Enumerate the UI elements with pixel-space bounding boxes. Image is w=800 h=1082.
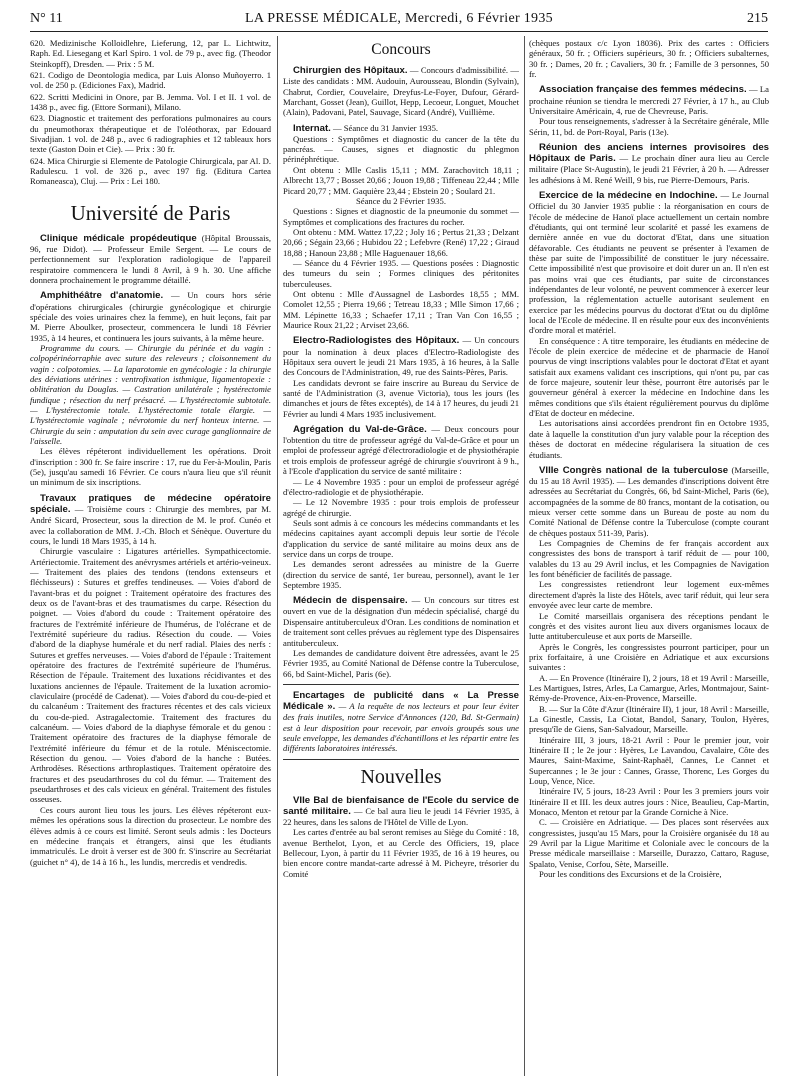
excursion-item: Itinéraire III, 3 jours, 18-21 Avril : Pour le premier jour, voir Itinéraire II ; le 2e jour : Hyères, Le Lavandou, Cavalaire, Côte des Maures, Saint-Maxime, Saint-Raphaël, Cannes, Le Cannet et Supercannes ; le 3e jour : Cannes, Grasse, Thorenc, Les Gorges du Loup, Vence, Nice. xyxy=(529,734,769,787)
journal-title: LA PRESSE MÉDICALE, Mercredi, 6 Février 1935 xyxy=(245,11,553,26)
reunion-text: — Le prochain dîner aura lieu au Cercle militaire (Place St-Augustin), le jeudi 21 Février, à 20 h. — Adresser les adhésions à M. René Weill, 9 bis, rue Pierre-Demours, Paris. xyxy=(529,153,769,185)
amphitheatre-text: — Un cours hors série d'opérations chirurgicales (chirurgie gynécologique et chirurgie spéciale des voies urinaires chez la femme), en huit leçons, fait par M. Pierre Aboulker, prosecteur, commencera le lundi 18 Février 1935, à 14 heures, et continuera les jours suivants, à la même heure. xyxy=(30,290,271,343)
association-text: — La prochaine réunion se tiendra le mercredi 27 Février, à 17 h., au Club Universitaire Américain, 4, rue de Chevreuse, Paris. xyxy=(529,84,769,116)
bal-continuation: (chèques postaux c/c Lyon 18036). Prix des cartes : Officiers généraux, 50 fr. ; Officiers supérieurs, 30 fr. ; Officiers subalternes, 30 fr. ; Dames, 20 fr. ; Cavaliers, 30 fr. ; Famille de 3 personnes, 50 fr. xyxy=(529,38,769,80)
internat-results-1: Ont obtenu : Mlle Caslis 15,11 ; MM. Zarachovitch 18,11 ; Albrecht 13,77 ; Bosset 20,66 ; Jouon 19,88 ; Tiffeneau 22,44 ; Mlle Picard 20,77 ; MM. Gaquière 23,44 ; Ebstein 20 ; Soulard 21. xyxy=(283,164,519,196)
electro-text: — Un concours pour la nomination à deux places d'Electro-Radiologiste des Hôpitaux sera ouvert le jeudi 21 Mars 1935, à 16 heures, à la Salle des Concours de l'Administration, 49, rue des Saints-Pères, Paris. xyxy=(283,335,519,378)
internat-questions-1: Questions : Symptômes et diagnostic du cancer de la tête du pancréas. — Causes, signes et diagnostic du phlegmon périnéphrétique. xyxy=(283,133,519,165)
column-divider-2 xyxy=(524,36,525,1076)
internat-questions-2: Questions : Signes et diagnostic de la pneumonie du sommet — Symptômes et complications des fractures du rocher. xyxy=(283,206,519,227)
excursion-item: C. — Croisière en Adriatique. — Des places sont réservées aux congressistes, jusqu'au 15 Mars, pour la Croisière organisée du 18 au 29 Avril par la Ligue Maritime et Coloniale avec le concours de la Presse médicale marseillaise : Marseille, Durazzo, Cattaro, Raguse, Spalato, Venise, Corfou, Sète, Marseille. xyxy=(529,817,769,869)
internat-seance-1: — Séance du 31 Janvier 1935. xyxy=(333,122,439,133)
travaux-heading: Travaux pratiques de médecine opératoire spéciale. xyxy=(30,492,271,515)
bal-text: — Ce bal aura lieu le jeudi 14 Février 1935, à 22 heures, dans les salons de l'Hôtel de Ville de Lyon. xyxy=(283,805,519,828)
biblio-entry: 622. Scritti Medicini in Onore, par B. Jemma. Vol. I et II. 1 vol. de 1438 p., avec fig. (Ettore Sormani), Milano. xyxy=(30,91,271,113)
clinique-text: (Hôpital Broussais, 96, rue Didot). — Professeur Emile Sergent. — Le cours de perfectionnement sur l'exploration radiologique de l'appareil respiratoire commencera le lundi 8 Avril, à 9 h. 30. Une affiche donnera prochainement le programme détaillé. xyxy=(30,232,271,286)
travaux-text: — Troisième cours : Chirurgie des membres, par M. André Sicard, Prosecteur, sous la direction de M. le prof. Cunéo et avec la collaboration de MM. J.-Ch. Bloch et Sénèque. Ouverture du cours, le lundi 18 Mars 1935, à 14 h. xyxy=(30,503,271,546)
agregation-item: — Le 12 Novembre 1935 : pour trois emplois de professeur agrégé de chirurgie. xyxy=(283,497,519,518)
indochine-paragraph: Les autorisations ainsi accordées prendront fin en Octobre 1935, date à laquelle la constitution d'un jury valable pour la réception des thèses de doctorat en médecine régularisera la situation de ces étudiants. xyxy=(529,418,769,460)
amphitheatre-heading: Amphithéâtre d'anatomie. xyxy=(40,290,164,302)
amphitheatre-end: Les élèves répéteront individuellement les opérations. Droit d'inscription : 300 fr. Se faire inscrire : 17, rue du Fer-à-Moulin, Paris (5e), jusqu'au samedi 16 Février. Ce cours n'aura lieu que s'il réunit un minimum de six inscriptions. xyxy=(30,446,271,488)
congres-paragraph: Les congressistes retiendront leur logement eux-mêmes directement d'après la liste des Hôtels, avec tarif réduit, qui leur sera envoyée avec leur carte de membre. xyxy=(529,579,769,611)
bibliography-list xyxy=(30,38,271,187)
agregation-item: Les demandes seront adressées au ministre de la Guerre (direction du service de santé, 1er bureau, personnel), avant le 1er Septembre 1935. xyxy=(283,559,519,590)
travaux-body: Chirurgie vasculaire : Ligatures artérielles. Sympathicectomie. Artériectomie. Traitement des anévrysmes artériels et artério-veineux. — Traitement des plaies des tendons (tendons extenseurs et fléchisseurs) : Sutures et greffes tendineuses. — Voies d'abord de l'avant-bras et du poignet : Traitement opératoire des fractures des deux os de l'avant-bras et des traumatismes du carpe. Résection du poignet. — Voies d'abord du coude : Traitement opératoire des fractures de l'extrémité inférieure de l'humérus, de l'olécrane et de l'extrémité supérieure du radius. Résection du coude. — Voies d'abord de la diaphyse humérale et du nerf radial. Plaies des nerfs : Sutures et greffes nerveuses. — Voies d'abord de l'épaule : Traitement opératoire des fractures de l'extrémité supérieure de l'humérus. Résection de l'épaule. Traitement des luxations récidivantes et des luxations anciennes de l'épaule. Traitement de la luxation acromio-claviculaire (procédé de Cadenat). — Voies d'abord du cou-de-pied et du calcanéum : Traitement des fractures récentes et des cals vicieux du cou-de-pied. Astragalectomie. Traitement des fractures du calcanéum. — Voies d'abord de la diaphyse fémorale et du genou : Traitement opératoire des fractures de la diaphyse fémorale de l'extrémité inférieure du fémur et de la rotule. Méniscectomie. Résection du genou. — Voies d'abord de la hanche : Butées. Arthrodèses. Résections arthroplastiques. Traitement opératoire des fractures et des pseudarthroses du col du fémur. — Traitement des pseudarthroses et des cals vicieux en général. Traitement des fistules osseuses. xyxy=(30,546,271,805)
page-number: 215 xyxy=(747,11,768,26)
congres-paragraph: Les Compagnies de Chemins de fer français accordent aux congressistes des bons de transport à tarif réduit de — pour 100, valables du 13 au 29 Avril inclus, et les Compagnies de Navigation les font bénéficier de facilités de passage. xyxy=(529,538,769,580)
page-header xyxy=(30,10,768,28)
congres-paragraph: Le Comité marseillais organisera des réceptions pendant le congrès et des visites auront lieu aux divers organismes locaux de lutte antituberculeuse et aux ports de Marseille. xyxy=(529,610,769,642)
separator-rule xyxy=(283,684,519,685)
indochine-text: — Le Journal Officiel du 30 Janvier 1935 publie : la réorganisation en cours de l'école de médecine de Hanoï place actuellement un certain nombre d'étudiants, qui ont terminé leur scolarité et passé les examens de dernière année en vue du doctorat d'Etat, dans une situation défavorable. Ces étudiants ne peuvent se présenter à l'examen de thèse par suite de l'impossibilité de constituer le jury nécessaire. Cette impossibilité n'est que provisoire et doit durer un an. Il n'en est pas moins vrai que ces étudiants, par suite de circonstances indépendantes de leur volonté, ne peuvent commencer à exercer leur profession, la réglementation actuelle autorisant seulement en exercice par les médecins pourvus du doctorat d'Etat ou du diplôme local de l'Ecole de médecine. Il en résulte pour eux des inconvénients d'ordre moral et matériel. xyxy=(529,190,769,336)
column-3 xyxy=(529,38,769,1074)
agregation-item: Seuls sont admis à ce concours les médecins commandants et les médecins capitaines ayant accompli depuis leur sortie de l'école d'application du service de santé militaire au moins deux ans de service dans un corps de troupe. xyxy=(283,517,519,559)
dispensaire-heading: Médecin de dispensaire. xyxy=(293,595,408,607)
excursion-item: Itinéraire IV, 5 jours, 18-23 Avril : Pour les 3 premiers jours voir Itinéraire II et III. les deux autres jours : Nice, Beaulieu, Cap-Martin, Monaco, Menton et retour par la Grande Corniche à Nice. xyxy=(529,786,769,818)
dispensaire-end: Les demandes de candidature doivent être adressées, avant le 25 Février 1935, au Comité National de Défense contre la Tuberculose, 66, bd Saint-Michel, Paris (6e). xyxy=(283,647,519,679)
indochine-paragraph: En conséquence : A titre temporaire, les étudiants en médecine de l'école de plein exercice de médecine et de pharmacie de Hanoï pourvus de vingt inscriptions valables pour le doctorat d'Etat et ayant satisfait aux examens validant ces inscriptions, qui n'ont pu, par cas de force majeure, soutenir leur thèse, pourront être autorisés par le gouverneur général à exercer la médecine en Indochine dans les mêmes conditions que s'ils étaient régulièrement pourvus du diplôme d'Etat de docteur en médecine. xyxy=(529,335,769,419)
bal-heading: VIIe Bal de bienfaisance de l'Ecole du service de santé militaire. xyxy=(283,794,519,817)
internat-seance-3: — Séance du 4 Février 1935. — Questions posées : Diagnostic des tumeurs du sein ; Formes cliniques des péritonites tuberculeuses. xyxy=(283,257,519,289)
internat-heading: Internat. xyxy=(293,122,331,134)
section-title-concours: Concours xyxy=(371,41,431,58)
clinique-heading: Clinique médicale propédeutique xyxy=(40,232,197,244)
electro-end: Les candidats devront se faire inscrire au Bureau du Service de santé de l'Administration (3, avenue Victoria), tous les jours (les dimanches et jours de fêtes exceptés), de 14 à 17 heures, du jeudi 21 Février au lundi 4 Mars 1935 inclusivement. xyxy=(283,377,519,419)
excursion-end: Pour les conditions des Excursions et de la Croisière, xyxy=(539,869,722,880)
biblio-entry: 620. Medizinische Kolloidlehre, Lieferung, 12, par L. Lichtwitz, Raph. Ed. Liesegang et Karl Spiro. 1 vol. de 79 p., avec fig. (Theodor Steinkopff), Dresden. — Prix : 5 M. xyxy=(30,38,271,69)
congres-paragraph: Après le Congrès, les congressistes pourront participer, pour un prix forfaitaire, à une Croisière en Adriatique et aux excursions suivantes : xyxy=(529,641,769,673)
header-rule xyxy=(30,31,768,32)
agregation-item: — Le 4 Novembre 1935 : pour un emploi de professeur agrégé d'électro-radiologie et de physiothérapie. xyxy=(283,476,519,497)
section-title-nouvelles: Nouvelles xyxy=(360,765,442,788)
agregation-heading: Agrégation du Val-de-Grâce. xyxy=(293,423,427,435)
excursion-item: A. — En Provence (Itinéraire I), 2 jours, 18 et 19 Avril : Marseille, Les Martigues, Istres, Arles, La Camargue, Arles, Montmajour, Saint-Rémy-de-Provence, Aix-en-Provence, Marseille. xyxy=(529,672,769,704)
column-divider-1 xyxy=(277,36,278,1076)
section-title-universite: Université de Paris xyxy=(70,200,231,225)
biblio-entry: 624. Mica Chirurgie si Elemente de Patologie Chirurgicala, par Al. D. Radulescu. 1 vol. de 326 p., avec 197 fig. (Editura Cartea Romaneasca), Cluj. — Prix : Lei 180. xyxy=(30,155,271,187)
encartages-heading: Encartages de publicité dans « La Presse Médicale ». xyxy=(283,689,519,713)
bal-end: Les cartes d'entrée au bal seront remises au Siège du Comité : 18, avenue Berthelot, Lyon, et au Cercle des Officiers, 19, place Bellecour, Lyon, à partir du 11 Février 1935, de 16 à 19 heures, ou bien encore contre mandat-carte adressé à M. Picheyre, trésorier du Comité xyxy=(283,827,519,879)
internat-results-3: Ont obtenu : Mlle d'Aussagnel de Lasbordes 18,55 ; MM. Comolet 12,55 ; Pierra 19,66 ; Tetreau 18,33 ; Mlle Simon 17,66 ; MM. Lépinette 16,33 ; Schaefer 17,11 ; Tran Van Con 16,55 ; Maurice Roux 21,22 ; Arviset 23,66. xyxy=(283,288,519,330)
internat-results-2: Ont obtenu : MM. Wattez 17,22 ; Joly 16 ; Pertus 21,33 ; Delzant 20,66 ; Ségain 23,66 ; Hubidou 22 ; Lefebvre (René) 17,22 ; Giraud 18,88 ; Hanoun 23,88 ; Mlle Haguenauer 18,66. xyxy=(283,226,519,258)
congres-heading: VIIIe Congrès national de la tuberculose xyxy=(539,464,729,476)
column-2 xyxy=(283,38,519,1074)
chirurgien-text: — Concours d'admissibilité. — Liste des candidats : MM. Audouin, Aurousseau, Blondin (Sylvain), Chabrut, Cordier, Couvelaire, Dreyfus-Le-Foyer, Dufour, Gérard-Marchant, Gosset (Jean), Guillot, Hepp, Lecoeur, Longuet, Mouchet (Alain), Padovani, Patel, Sauvage, Sicard (André), Vuillième. xyxy=(283,65,519,118)
biblio-entry: 623. Diagnostic et traitement des perforations pulmonaires au cours du pneumothorax thérapeutique et de l'oléothorax, par Edouard Sivadjian. 1 vol. de 248 p., avec 6 radiographies et 12 tableaux hors texte (Gaston Doin et Cie). — Prix : 30 fr. xyxy=(30,113,271,155)
programme-text: Programme du cours. — Chirurgie du périnée et du vagin : colpopérinéorraphie avec suture des releveurs ; cloisonnement du vagin : colpotomies. — La laparotomie en gynécologie : la chirurgie des déviations utérines : ventrofixation isthmique, ligamentopexie : oblitération du Douglas. — Castration unilatérale ; hystérectomie fundique ; résection du nerf présacré. — L'hystérectomie subtotale. — L'hystérectomie totale. L'hystérectomie totale élargie. — L'hystérectomie vaginale ; névrotomie du nerf honteux interne. — Chirurgie du sein : amputation du sein avec curage ganglionnaire de l'aisselle. xyxy=(30,342,271,447)
association-end: Pour tous renseignements, s'adresser à la Secrétaire générale, Mlle Sérin, 11, bd. de Port-Royal, Paris (13e). xyxy=(529,116,769,137)
chirurgien-heading: Chirurgien des Hôpitaux. xyxy=(293,65,408,76)
biblio-entry: 621. Codigo de Deontologia medica, par Luis Alonso Muñoyerro. 1 vol. de 250 p. (Ediciones Fax), Madrid. xyxy=(30,70,271,91)
internat-seance-2: Séance du 2 Février 1935. xyxy=(356,195,446,206)
dispensaire-text: — Un concours sur titres est ouvert en vue de la désignation d'un médecin spécialisé, chargé du Dispensaire antituberculeux d'Oran. Les conditions de nomination et de traitement sont celles prévues au règlement type des Dispensaires antituberculeux. xyxy=(283,595,519,648)
association-heading: Association française des femmes médecins. xyxy=(539,84,747,96)
indochine-heading: Exercice de la médecine en Indochine. xyxy=(539,190,718,202)
electro-heading: Electro-Radiologistes des Hôpitaux. xyxy=(293,335,460,347)
travaux-end: Ces cours auront lieu tous les jours. Les élèves répéteront eux-mêmes les opérations sous la direction du prosecteur. Le nombre des élèves admis à ce cours est limité. Seront seuls admis : les Docteurs en médecine français et étrangers, ainsi que les étudiants immatriculés. Le droit à verser est de 300 fr. S'inscrire au Secrétariat (guichet n° 4), de 14 à 16 h., les lundis, mercredis et vendredis. xyxy=(30,804,271,867)
reunion-heading: Réunion des anciens internes provisoires des Hôpitaux de Paris. xyxy=(529,141,769,165)
agregation-text: — Deux concours pour l'obtention du titre de professeur agrégé du Val-de-Grâce et pour un emploi de professeur agrégé d'électroradiologie et de physiothérapie et trois emplois de professeur agrégé de chirurgie s'ouvriront à 9 h., à l'Ecole d'application du service de santé militaire : xyxy=(283,423,519,477)
issue-number: N° 11 xyxy=(30,11,63,26)
congres-text: (Marseille, du 15 au 18 Avril 1935). — Les demandes d'inscriptions doivent être adressées au Secrétariat du Congrès, 66, bd Saint-Michel, Paris (6e), accompagnées de la somme de 80 francs, montant de la cotisation, ou mieux verser cette somme dans un Bureau de poste au nom du Comité National de Défense contre la Tuberculose (compte courant de chèques postaux 511-39, Paris). xyxy=(529,464,769,538)
column-1 xyxy=(30,38,271,1074)
excursion-item: B. — Sur la Côte d'Azur (Itinéraire II), 1 jour, 18 Avril : Marseille, La Ginestle, Cassis, La Ciotat, Bandol, Sanary, Toulon, Hyères, presqu'île de Giens, San-Salvadour, Marseille. xyxy=(529,703,769,735)
separator-rule xyxy=(283,759,519,760)
encartages-text: — A la requête de nos lecteurs et pour leur éviter des frais inutiles, notre Service d'Annonces (120, Bd. St-Germain) est à leur disposition pour recevoir, par envois groupés sous une seule enveloppe, les demandes d'échantillons et les répartir entre les différents laboratoires intéressés. xyxy=(283,701,519,754)
